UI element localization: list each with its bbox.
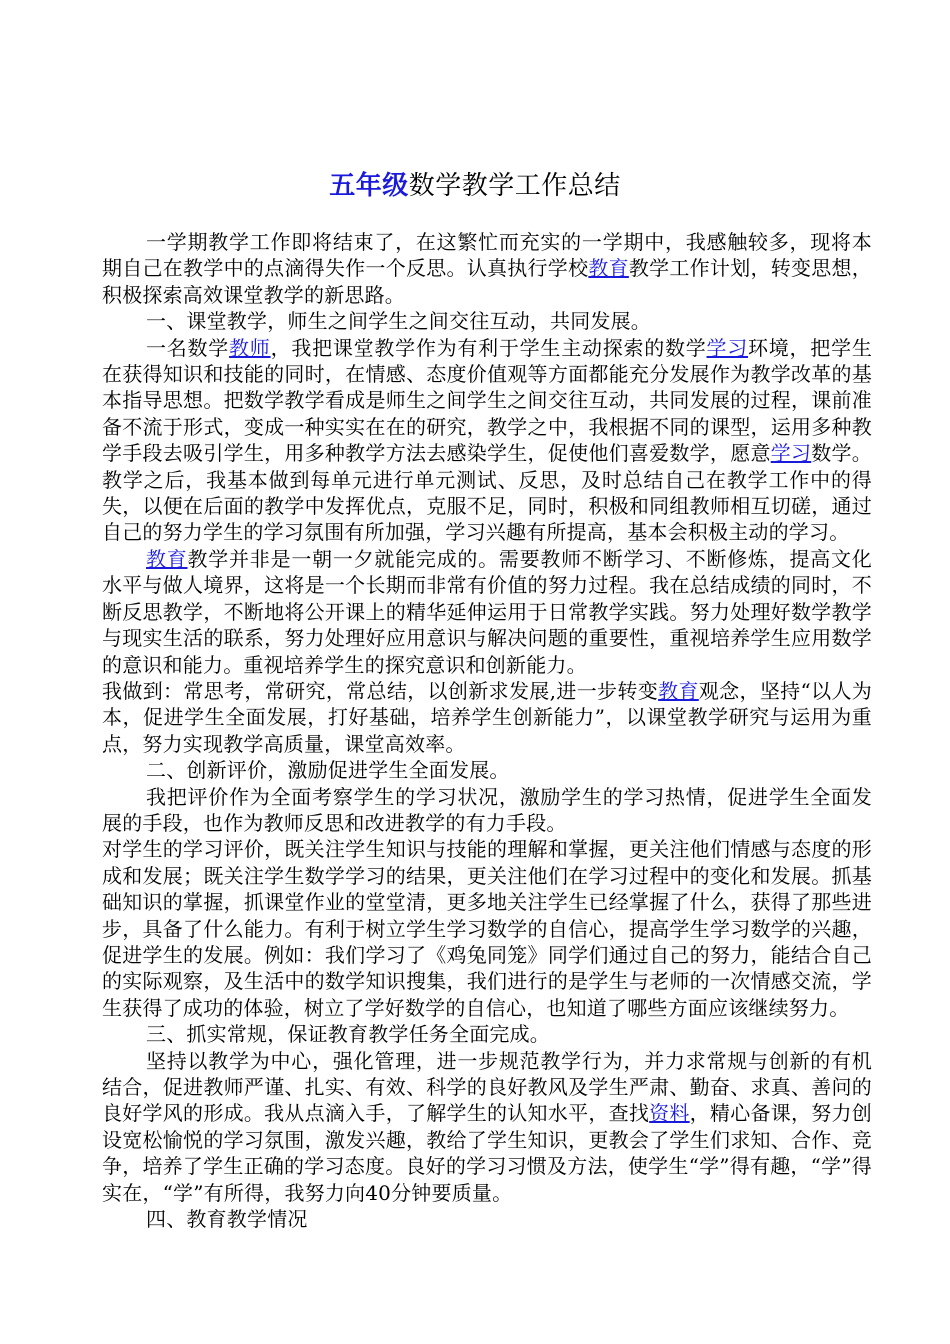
paragraph-text: 数学。教学之后，我基本做到每单元进行单元测试、反思，及时总结自己在教学工作中的得失，以便在后面的教学中发挥优点，克服不足，同时，积极和同组教师相互切磋，通过自己的努力学生的学习氛围有所加强，学习兴趣有所提高，基本会积极主动的学习。 bbox=[102, 441, 872, 545]
paragraph-classroom bbox=[102, 335, 872, 546]
link-study[interactable]: 学习 bbox=[770, 441, 812, 466]
paragraph-text: ，我把课堂教学作为有利于学生主动探索的数学 bbox=[270, 335, 707, 360]
paragraph-text: 坚持以教学为中心，强化管理，进一步规范教学行为，并力求常规与创新的有机结合，促进教师严谨、扎实、有效、科学的良好教风及学生严肃、勤奋、求真、善问的良好学风的形成。我从点滴入手，了解学生的认知水平，查找 bbox=[102, 1048, 872, 1126]
paragraph-goals bbox=[102, 678, 872, 757]
paragraph-text: 环境，把学生在获得知识和技能的同时，在情感、态度价值观等方面都能充分发展作为教学改革的基本指导思想。把数学教学看成是师生之间学生之间交往互动，共同发展的过程，课前准备不流于形式，变成一种实实在在的研究，教学之中，我根据不同的课型，运用多种教学手段去吸引学生，用多种教学方法去感染学生，促使他们喜爱数学，愿意 bbox=[102, 335, 873, 466]
section-heading-3: 三、抓实常规，保证教育教学任务全面完成。 bbox=[146, 1022, 550, 1047]
section-heading-4: 四、教育教学情况 bbox=[146, 1207, 308, 1232]
paragraph-text: 一学期教学工作即将结束了，在这繁忙而充实的一学期中，我感触较多，现将本期自己在教学中的点滴得失作一个反思。认真执行学校 bbox=[102, 230, 872, 281]
paragraph-text: ，精心备课，努力创设宽松愉悦的学习氛围，激发兴趣，教给了学生知识，更教会了学生们求知、合作、竞争，培养了学生正确的学习态度。良好的学习习惯及方法，使学生“学”得有趣，“学”得实在，“学”有所得，我努力向40分钟要质量。 bbox=[102, 1101, 872, 1205]
link-education[interactable]: 教育 bbox=[588, 256, 629, 281]
page-title bbox=[0, 166, 950, 206]
title-text: 数学教学工作总结 bbox=[408, 171, 621, 201]
paragraph-assessment: 对学生的学习评价，既关注学生知识与技能的理解和掌握，更关注他们情感与态度的形成和发展；既关注学生数学学习的结果，更关注他们在学习过程中的变化和发展。抓基础知识的掌握，抓课堂作业的堂堂清，更多地关注学生已经掌握了什么，获得了那些进步，具备了什么能力。有利于树立学生学习数学的自信心，提高学生学习数学的兴趣，促进学生的发展。例如：我们学习了《鸡兔同笼》同学们通过自己的努力，能结合自己的实际观察，及生活中的数学知识搜集，我们进行的是学生与老师的一次情感交流，学生获得了成功的体验，树立了学好数学的自信心，也知道了哪些方面应该继续努力。 bbox=[102, 837, 872, 1020]
paragraph-text: 观念，坚持“以人为本，促进学生全面发展，打好基础，培养学生创新能力”，以课堂教学研究与运用为重点，努力实现教学高质量，课堂高效率。 bbox=[102, 678, 872, 756]
link-teacher[interactable]: 教师 bbox=[229, 335, 271, 360]
link-education[interactable]: 教育 bbox=[658, 678, 699, 703]
section-heading-2: 二、创新评价，激励促进学生全面发展。 bbox=[146, 758, 510, 783]
paragraph-text: 教学工作计划，转变思想，积极探索高效课堂教学的新思路。 bbox=[102, 256, 872, 307]
document-body bbox=[102, 229, 872, 1232]
title-link[interactable]: 五年级 bbox=[329, 171, 409, 201]
paragraph-text: 一名数学 bbox=[146, 335, 230, 360]
link-study[interactable]: 学习 bbox=[706, 335, 749, 360]
paragraph-reflection bbox=[102, 546, 872, 678]
paragraph-text: 我做到：常思考，常研究，常总结，以创新求发展,进一步转变 bbox=[102, 678, 659, 703]
section-heading-1: 一、课堂教学，师生之间学生之间交往互动，共同发展。 bbox=[146, 309, 651, 334]
link-education[interactable]: 教育 bbox=[146, 546, 188, 571]
paragraph-routine bbox=[102, 1048, 872, 1206]
paragraph-text: 教学并非是一朝一夕就能完成的。需要教师不断学习、不断修炼，提高文化水平与做人境界，这将是一个长期而非常有价值的努力过程。我在总结成绩的同时，不断反思教学，不断地将公开课上的精华延伸运用于日常教学实践。努力处理好数学教学与现实生活的联系，努力处理好应用意识与解决问题的重要性，重视培养学生应用数学的意识和能力。重视培养学生的探究意识和创新能力。 bbox=[102, 546, 872, 677]
paragraph-intro bbox=[102, 229, 872, 308]
paragraph-evaluation: 我把评价作为全面考察学生的学习状况，激励学生的学习热情，促进学生全面发展的手段，也作为教师反思和改进教学的有力手段。 bbox=[102, 784, 872, 835]
link-materials[interactable]: 资料 bbox=[649, 1101, 690, 1126]
